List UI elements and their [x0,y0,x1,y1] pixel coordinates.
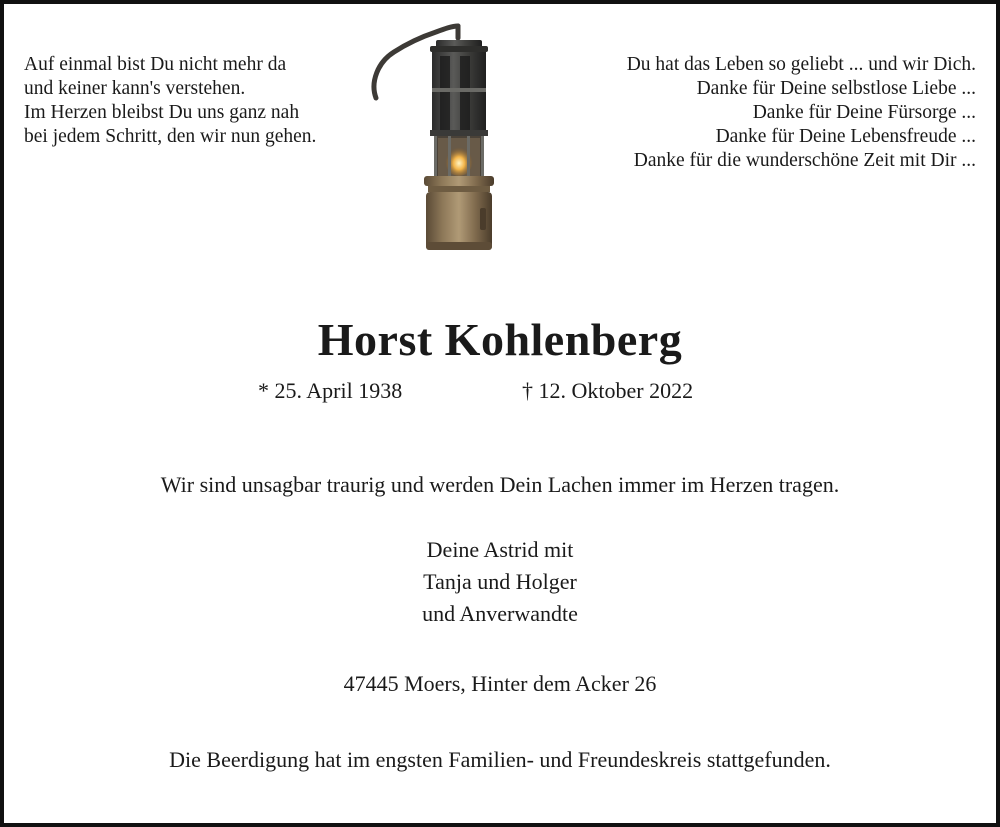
poem-line: Du hat das Leben so geliebt ... und wir Dich. [626,54,976,75]
deceased-name: Horst Kohlenberg [317,314,683,365]
family-signature [0,534,1000,630]
poem-line: Im Herzen bleibst Du uns ganz nah [24,102,300,123]
poem-line: Danke für Deine Lebensfreude ... [715,126,976,147]
poem-left [24,53,316,149]
address: 47445 Moers, Hinter dem Acker 26 [343,671,657,696]
poem-line: Auf einmal bist Du nicht mehr da [24,54,287,75]
birth-date: * 25. April 1938 [258,378,403,403]
death-date: † 12. Oktober 2022 [522,378,694,403]
poem-line: Danke für Deine Fürsorge ... [752,102,976,123]
family-line: und Anverwandte [422,601,578,626]
miners-lamp-icon [364,12,514,256]
poem-line: Danke für die wunderschöne Zeit mit Dir ... [633,150,976,171]
funeral-note: Die Beerdigung hat im engsten Familien- und Freundeskreis stattgefunden. [169,747,831,772]
poem-line: Danke für Deine selbstlose Liebe ... [696,78,976,99]
family-line: Tanja und Holger [423,569,577,594]
poem-right [627,53,976,173]
poem-line: und keiner kann's verstehen. [24,78,246,99]
poem-line: bei jedem Schritt, den wir nun gehen. [24,126,317,147]
family-line: Deine Astrid mit [426,537,574,562]
mourning-message: Wir sind unsagbar traurig und werden Dein Lachen immer im Herzen tragen. [160,472,840,497]
